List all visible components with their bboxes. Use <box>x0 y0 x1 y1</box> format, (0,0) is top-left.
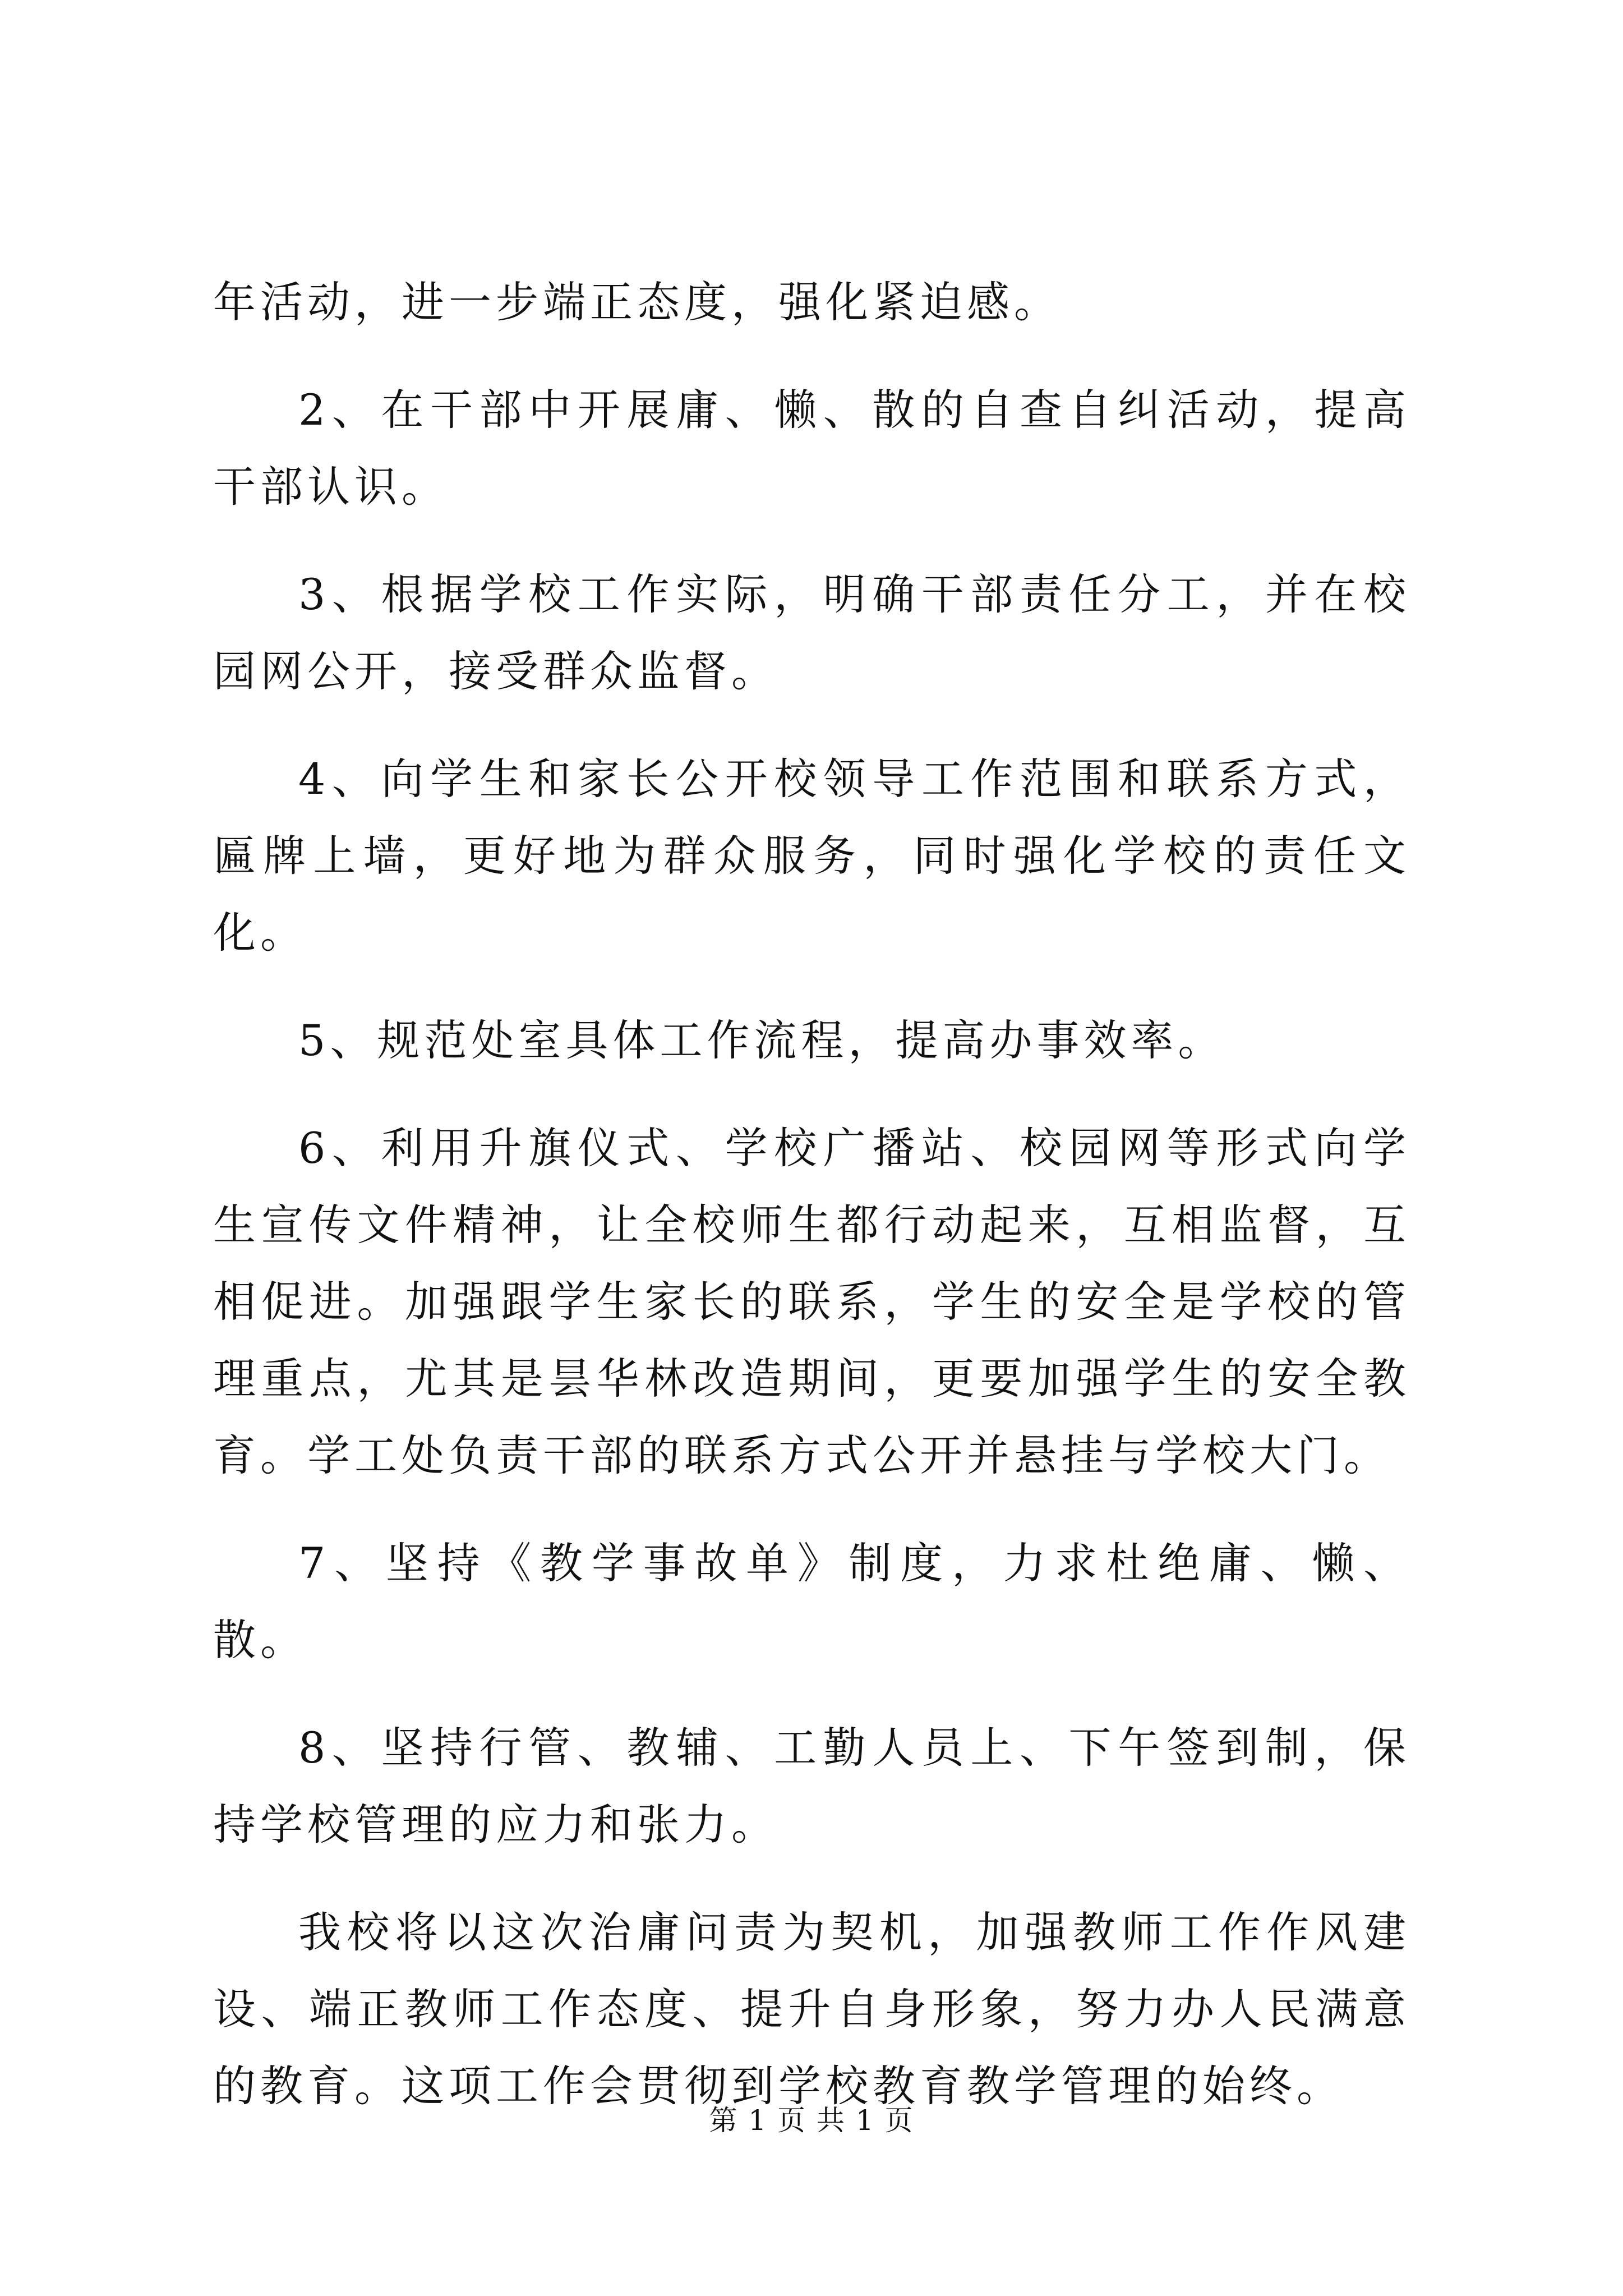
page-number-footer: 第 1 页 共 1 页 <box>709 2104 914 2137</box>
paragraph-item-3: 3、根据学校工作实际，明确干部责任分工，并在校园网公开，接受群众监督。 <box>213 569 1410 696</box>
paragraph-item-8: 8、坚持行管、教辅、工勤人员上、下午签到制，保持学校管理的应力和张力。 <box>213 1723 1410 1849</box>
paragraph-item-2: 2、在干部中开展庸、懒、散的自查自纠活动，提高干部认识。 <box>213 385 1410 512</box>
paragraph-item-4: 4、向学生和家长公开校领导工作范围和联系方式，匾牌上墙，更好地为群众服务，同时强化学校的责任文化。 <box>213 754 1410 958</box>
paragraph-continuation: 年活动，进一步端正态度，强化紧迫感。 <box>213 277 1061 327</box>
paragraph-item-7: 7、坚持《教学事故单》制度，力求杜绝庸、懒、散。 <box>213 1538 1410 1665</box>
document-body <box>213 264 1410 2155</box>
paragraph-item-6: 6、利用升旗仪式、学校广播站、校园网等形式向学生宣传文件精神，让全校师生都行动起来，互相监督，互相促进。加强跟学生家长的联系，学生的安全是学校的管理重点，尤其是昙华林改造期间，更要加强学生的安全教育。学工处负责干部的联系方式公开并悬挂与学校大门。 <box>213 1123 1410 1480</box>
paragraph-conclusion: 我校将以这次治庸问责为契机，加强教师工作作风建设、端正教师工作态度、提升自身形象，努力办人民满意的教育。这项工作会贯彻到学校教育教学管理的始终。 <box>213 1907 1410 2111</box>
paragraph-item-5: 5、规范处室具体工作流程，提高办事效率。 <box>298 1015 1225 1065</box>
